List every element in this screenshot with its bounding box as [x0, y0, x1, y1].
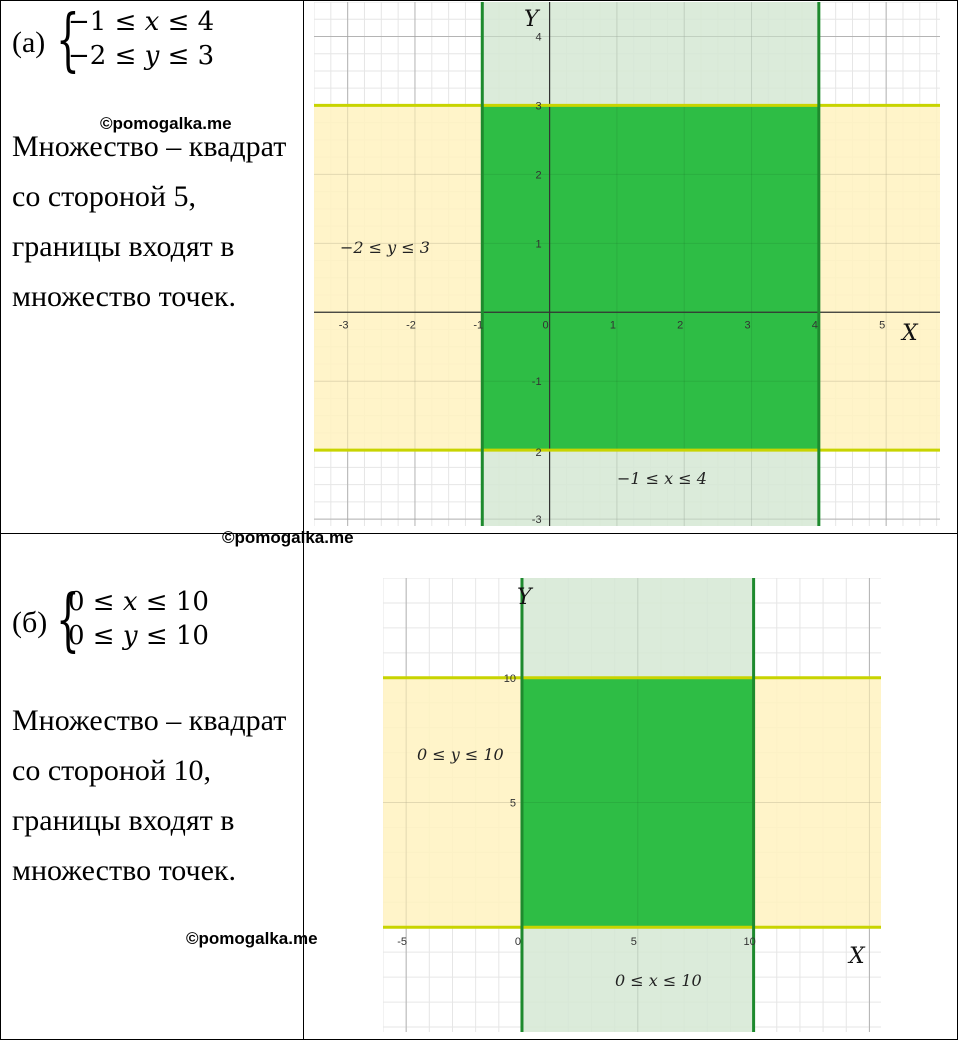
graph-a [314, 2, 940, 526]
y-tick-label: 4 [535, 31, 542, 44]
y-tick-label: 10 [503, 672, 516, 685]
y-tick-label: -3 [531, 514, 542, 526]
brace-a: { [56, 1, 80, 80]
y-tick-label: 2 [535, 447, 542, 460]
description-b: Множество – квадрат со стороной 10, границы входят в множество точек. [12, 704, 287, 887]
inequality-y-a: −2 ≤ y ≤ 3 [68, 41, 215, 71]
x-tick-label: 5 [879, 319, 886, 332]
x-tick-label: 3 [744, 319, 751, 332]
y-tick-label: -1 [531, 376, 542, 389]
y-tick-label: 2 [535, 169, 542, 182]
watermark-a-top: ©pomogalka.me [100, 114, 232, 133]
y-band-label: 0 ≤ y ≤ 10 [417, 745, 504, 764]
x-band-label: 0 ≤ x ≤ 10 [615, 971, 702, 990]
watermark-a-bottom: ©pomogalka.me [222, 528, 354, 547]
y-tick-label: 3 [535, 100, 542, 113]
x-tick-label: -1 [473, 319, 484, 332]
row-divider [0, 533, 958, 534]
x-tick-label: 5 [630, 936, 637, 949]
watermark-b: ©pomogalka.me [186, 929, 318, 948]
y-axis-label: Y [517, 585, 532, 610]
y-axis-label: Y [524, 7, 539, 32]
x-band-label: −1 ≤ x ≤ 4 [617, 469, 707, 488]
part-label-a: (а) [12, 26, 46, 59]
x-tick-label: -2 [406, 319, 416, 332]
description-a: Множество – квадрат со стороной 5, границы входят в множество точек. [12, 130, 287, 313]
x-tick-label: -5 [397, 936, 408, 949]
graph-b [383, 578, 881, 1032]
x-tick-label: 0 [514, 936, 522, 949]
brace-b: { [56, 581, 80, 660]
y-tick-label: 5 [509, 797, 516, 810]
x-tick-label: 10 [743, 936, 756, 949]
x-tick-label: 0 [542, 319, 549, 332]
y-band-label: −2 ≤ y ≤ 3 [340, 238, 430, 257]
intersection-square [482, 105, 819, 450]
x-tick-label: 4 [811, 319, 818, 332]
y-tick-label: 1 [535, 238, 542, 251]
x-axis-label: X [902, 321, 918, 346]
inequality-x-a: −1 ≤ x ≤ 4 [68, 7, 215, 37]
x-axis-label: X [849, 944, 865, 969]
x-tick-label: -3 [338, 319, 349, 332]
column-divider [303, 0, 304, 1040]
x-tick-label: 1 [609, 319, 616, 332]
x-tick-label: 2 [677, 319, 684, 332]
part-label-b: (б) [12, 606, 48, 639]
inequality-y-b: 0 ≤ y ≤ 10 [68, 621, 209, 651]
inequality-x-b: 0 ≤ x ≤ 10 [68, 587, 209, 617]
